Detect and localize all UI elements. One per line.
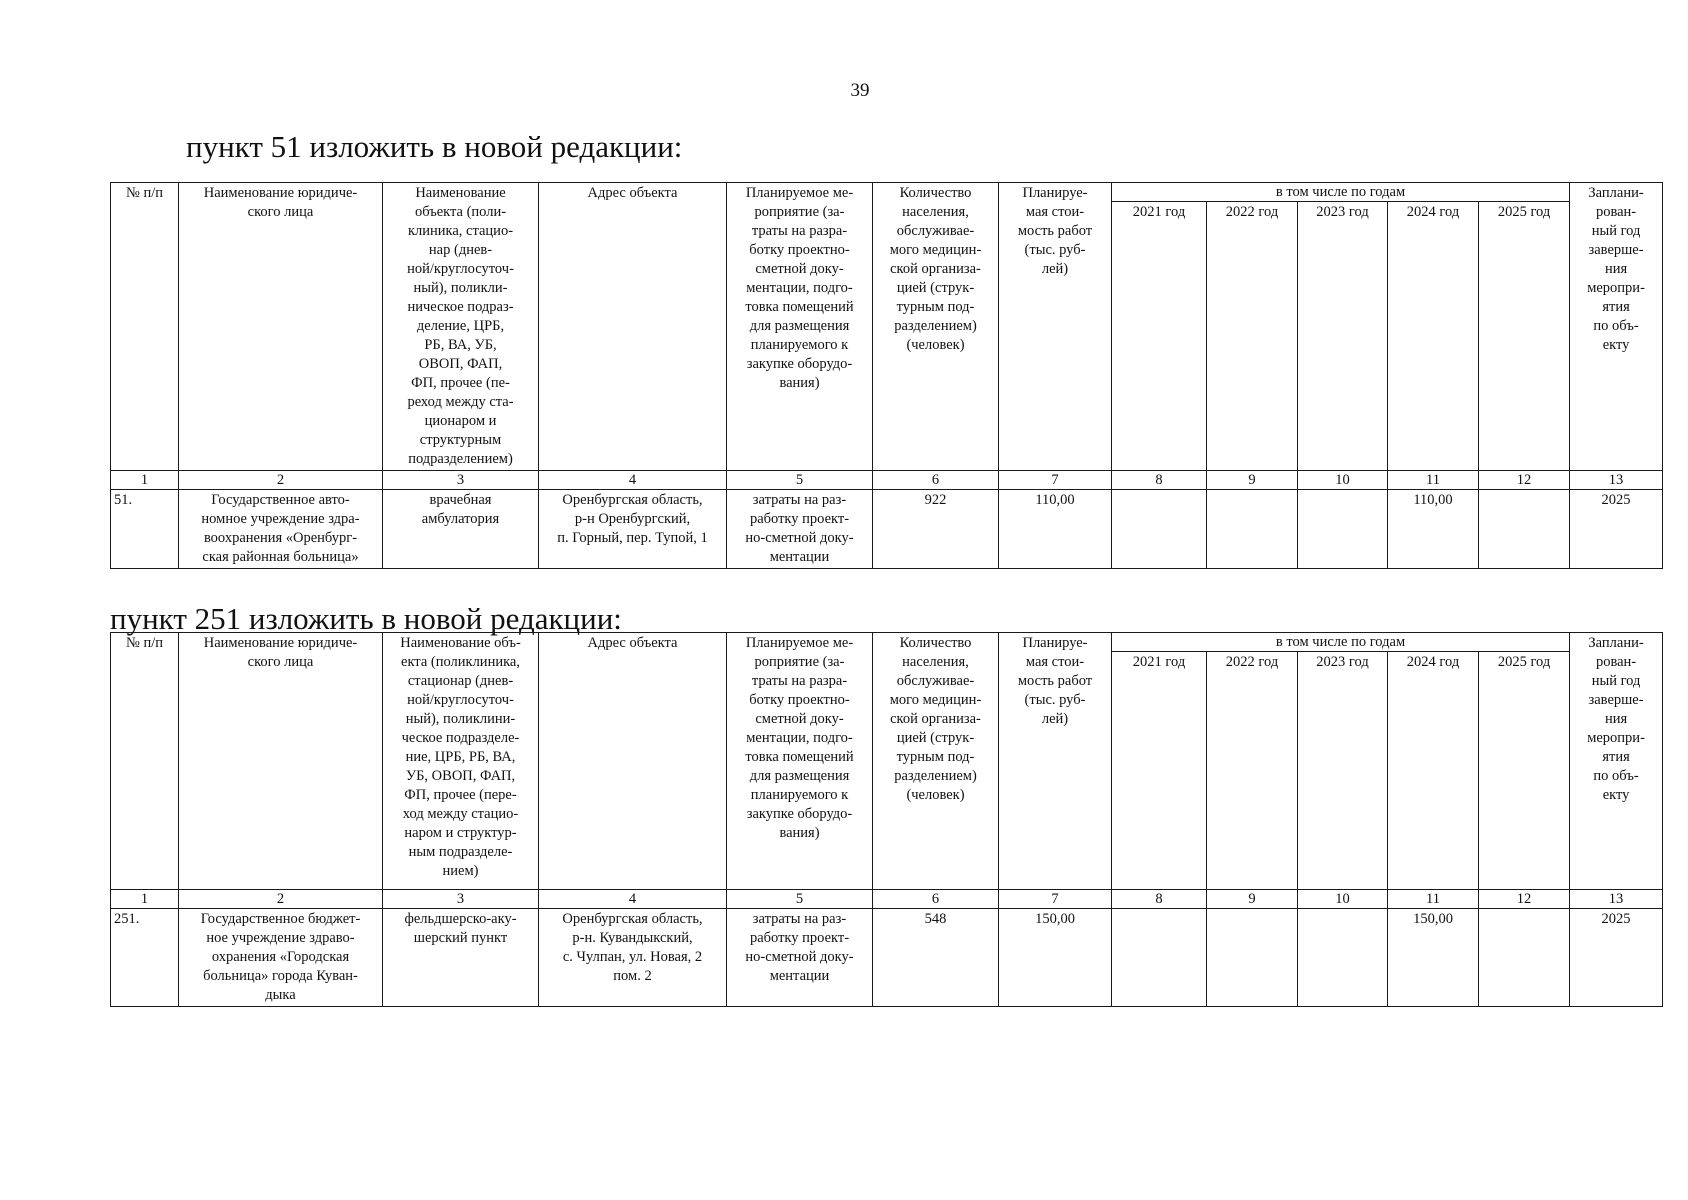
header-cell-object-name: Наименование объекта (поли- клиника, стацио- нар (днев- ной/круглосуточ- ный), поликли- ническое подраз- деление, ЦРБ, РБ, ВА, УБ, ОВОП, ФАП, ФП, прочее (пе- реход между ста- ционаром и структурным подразделением)	[383, 183, 539, 471]
table-row	[111, 909, 1663, 1007]
header-cell-year-2024: 2024 год	[1388, 652, 1479, 890]
cell-object-name: врачебная амбулатория	[383, 490, 539, 569]
column-number: 13	[1570, 471, 1663, 490]
column-number: 1	[111, 471, 179, 490]
header-cell-completion: Заплани- рован- ный год заверше- ния меропри- ятия по объ- екту	[1570, 633, 1663, 890]
column-number: 13	[1570, 890, 1663, 909]
header-cell-measure: Планируемое ме- роприятие (за- траты на разра- ботку проектно- сметной доку- ментации, подго- товка помещений для размещения планируемого к закупке оборудо- вания)	[727, 183, 873, 471]
column-number: 9	[1207, 890, 1298, 909]
section-heading-251: пункт 251 изложить в новой редакции:	[110, 601, 622, 636]
cell-measure: затраты на раз- работку проект- но-сметной доку- ментации	[727, 490, 873, 569]
cell-year-2021	[1112, 909, 1207, 1007]
column-number: 7	[999, 890, 1112, 909]
header-cell-year-2022: 2022 год	[1207, 652, 1298, 890]
column-number: 2	[179, 471, 383, 490]
cell-address: Оренбургская область, р-н. Кувандыкский, с. Чулпан, ул. Новая, 2 пом. 2	[539, 909, 727, 1007]
header-row	[111, 633, 1663, 652]
cell-year-2025	[1479, 490, 1570, 569]
column-number-row	[111, 890, 1663, 909]
column-number: 5	[727, 890, 873, 909]
header-cell-years-group: в том числе по годам	[1112, 183, 1570, 202]
cell-year-2024: 110,00	[1388, 490, 1479, 569]
header-cell-cost: Планируе- мая стои- мость работ (тыс. руб- лей)	[999, 183, 1112, 471]
cell-year-2023	[1298, 490, 1388, 569]
header-cell-year-2025: 2025 год	[1479, 202, 1570, 471]
column-number: 8	[1112, 471, 1207, 490]
column-number-row	[111, 471, 1663, 490]
header-cell-cost: Планируе- мая стои- мость работ (тыс. руб- лей)	[999, 633, 1112, 890]
column-number: 6	[873, 471, 999, 490]
column-number: 10	[1298, 890, 1388, 909]
header-cell-address: Адрес объекта	[539, 633, 727, 890]
column-number: 10	[1298, 471, 1388, 490]
header-cell-years-group: в том числе по годам	[1112, 633, 1570, 652]
header-cell-year-2023: 2023 год	[1298, 652, 1388, 890]
header-cell-legal-name: Наименование юридиче- ского лица	[179, 183, 383, 471]
cell-population: 922	[873, 490, 999, 569]
column-number: 2	[179, 890, 383, 909]
header-cell-object-name: Наименование объ- екта (поликлиника, стационар (днев- ной/круглосуточ- ный), поликлини- ческое подразделе- ние, ЦРБ, РБ, ВА, УБ, ОВОП, ФАП, ФП, прочее (пере- ход между стацио- наром и структур- ным подразделе- нием)	[383, 633, 539, 890]
cell-completion: 2025	[1570, 490, 1663, 569]
cell-year-2023	[1298, 909, 1388, 1007]
header-cell-address: Адрес объекта	[539, 183, 727, 471]
header-cell-num: № п/п	[111, 183, 179, 471]
amendment-table-51	[110, 182, 1663, 569]
page-number: 39	[850, 80, 870, 101]
amendment-table-251	[110, 632, 1663, 1007]
column-number: 8	[1112, 890, 1207, 909]
header-cell-year-2021: 2021 год	[1112, 202, 1207, 471]
column-number: 12	[1479, 471, 1570, 490]
table-row	[111, 490, 1663, 569]
cell-year-2025	[1479, 909, 1570, 1007]
section-heading-51: пункт 51 изложить в новой редакции:	[186, 129, 683, 164]
header-cell-year-2022: 2022 год	[1207, 202, 1298, 471]
header-cell-year-2025: 2025 год	[1479, 652, 1570, 890]
header-cell-year-2021: 2021 год	[1112, 652, 1207, 890]
cell-year-2021	[1112, 490, 1207, 569]
column-number: 11	[1388, 471, 1479, 490]
column-number: 7	[999, 471, 1112, 490]
cell-num: 251.	[111, 909, 179, 1007]
header-cell-completion: Заплани- рован- ный год заверше- ния меропри- ятия по объ- екту	[1570, 183, 1663, 471]
column-number: 5	[727, 471, 873, 490]
column-number: 12	[1479, 890, 1570, 909]
header-cell-population: Количество населения, обслуживае- мого медицин- ской организа- цией (струк- турным под- разделением) (человек)	[873, 183, 999, 471]
header-cell-legal-name: Наименование юридиче- ского лица	[179, 633, 383, 890]
header-cell-num: № п/п	[111, 633, 179, 890]
column-number: 1	[111, 890, 179, 909]
cell-year-2022	[1207, 909, 1298, 1007]
column-number: 3	[383, 890, 539, 909]
column-number: 11	[1388, 890, 1479, 909]
cell-year-2024: 150,00	[1388, 909, 1479, 1007]
cell-completion: 2025	[1570, 909, 1663, 1007]
column-number: 4	[539, 471, 727, 490]
column-number: 4	[539, 890, 727, 909]
cell-cost: 110,00	[999, 490, 1112, 569]
header-cell-population: Количество населения, обслуживае- мого медицин- ской организа- цией (струк- турным под- разделением) (человек)	[873, 633, 999, 890]
cell-measure: затраты на раз- работку проект- но-сметной доку- ментации	[727, 909, 873, 1007]
header-row	[111, 183, 1663, 202]
cell-cost: 150,00	[999, 909, 1112, 1007]
cell-legal-name: Государственное авто- номное учреждение здра- воохранения «Оренбург- ская районная больница»	[179, 490, 383, 569]
cell-legal-name: Государственное бюджет- ное учреждение здраво- охранения «Городская больница» города Куван- дыка	[179, 909, 383, 1007]
cell-population: 548	[873, 909, 999, 1007]
column-number: 3	[383, 471, 539, 490]
cell-object-name: фельдшерско-аку- шерский пункт	[383, 909, 539, 1007]
cell-year-2022	[1207, 490, 1298, 569]
cell-num: 51.	[111, 490, 179, 569]
column-number: 6	[873, 890, 999, 909]
column-number: 9	[1207, 471, 1298, 490]
header-cell-year-2023: 2023 год	[1298, 202, 1388, 471]
header-cell-measure: Планируемое ме- роприятие (за- траты на разра- ботку проектно- сметной доку- ментации, подго- товка помещений для размещения планируемого к закупке оборудо- вания)	[727, 633, 873, 890]
header-cell-year-2024: 2024 год	[1388, 202, 1479, 471]
cell-address: Оренбургская область, р-н Оренбургский, п. Горный, пер. Тупой, 1	[539, 490, 727, 569]
